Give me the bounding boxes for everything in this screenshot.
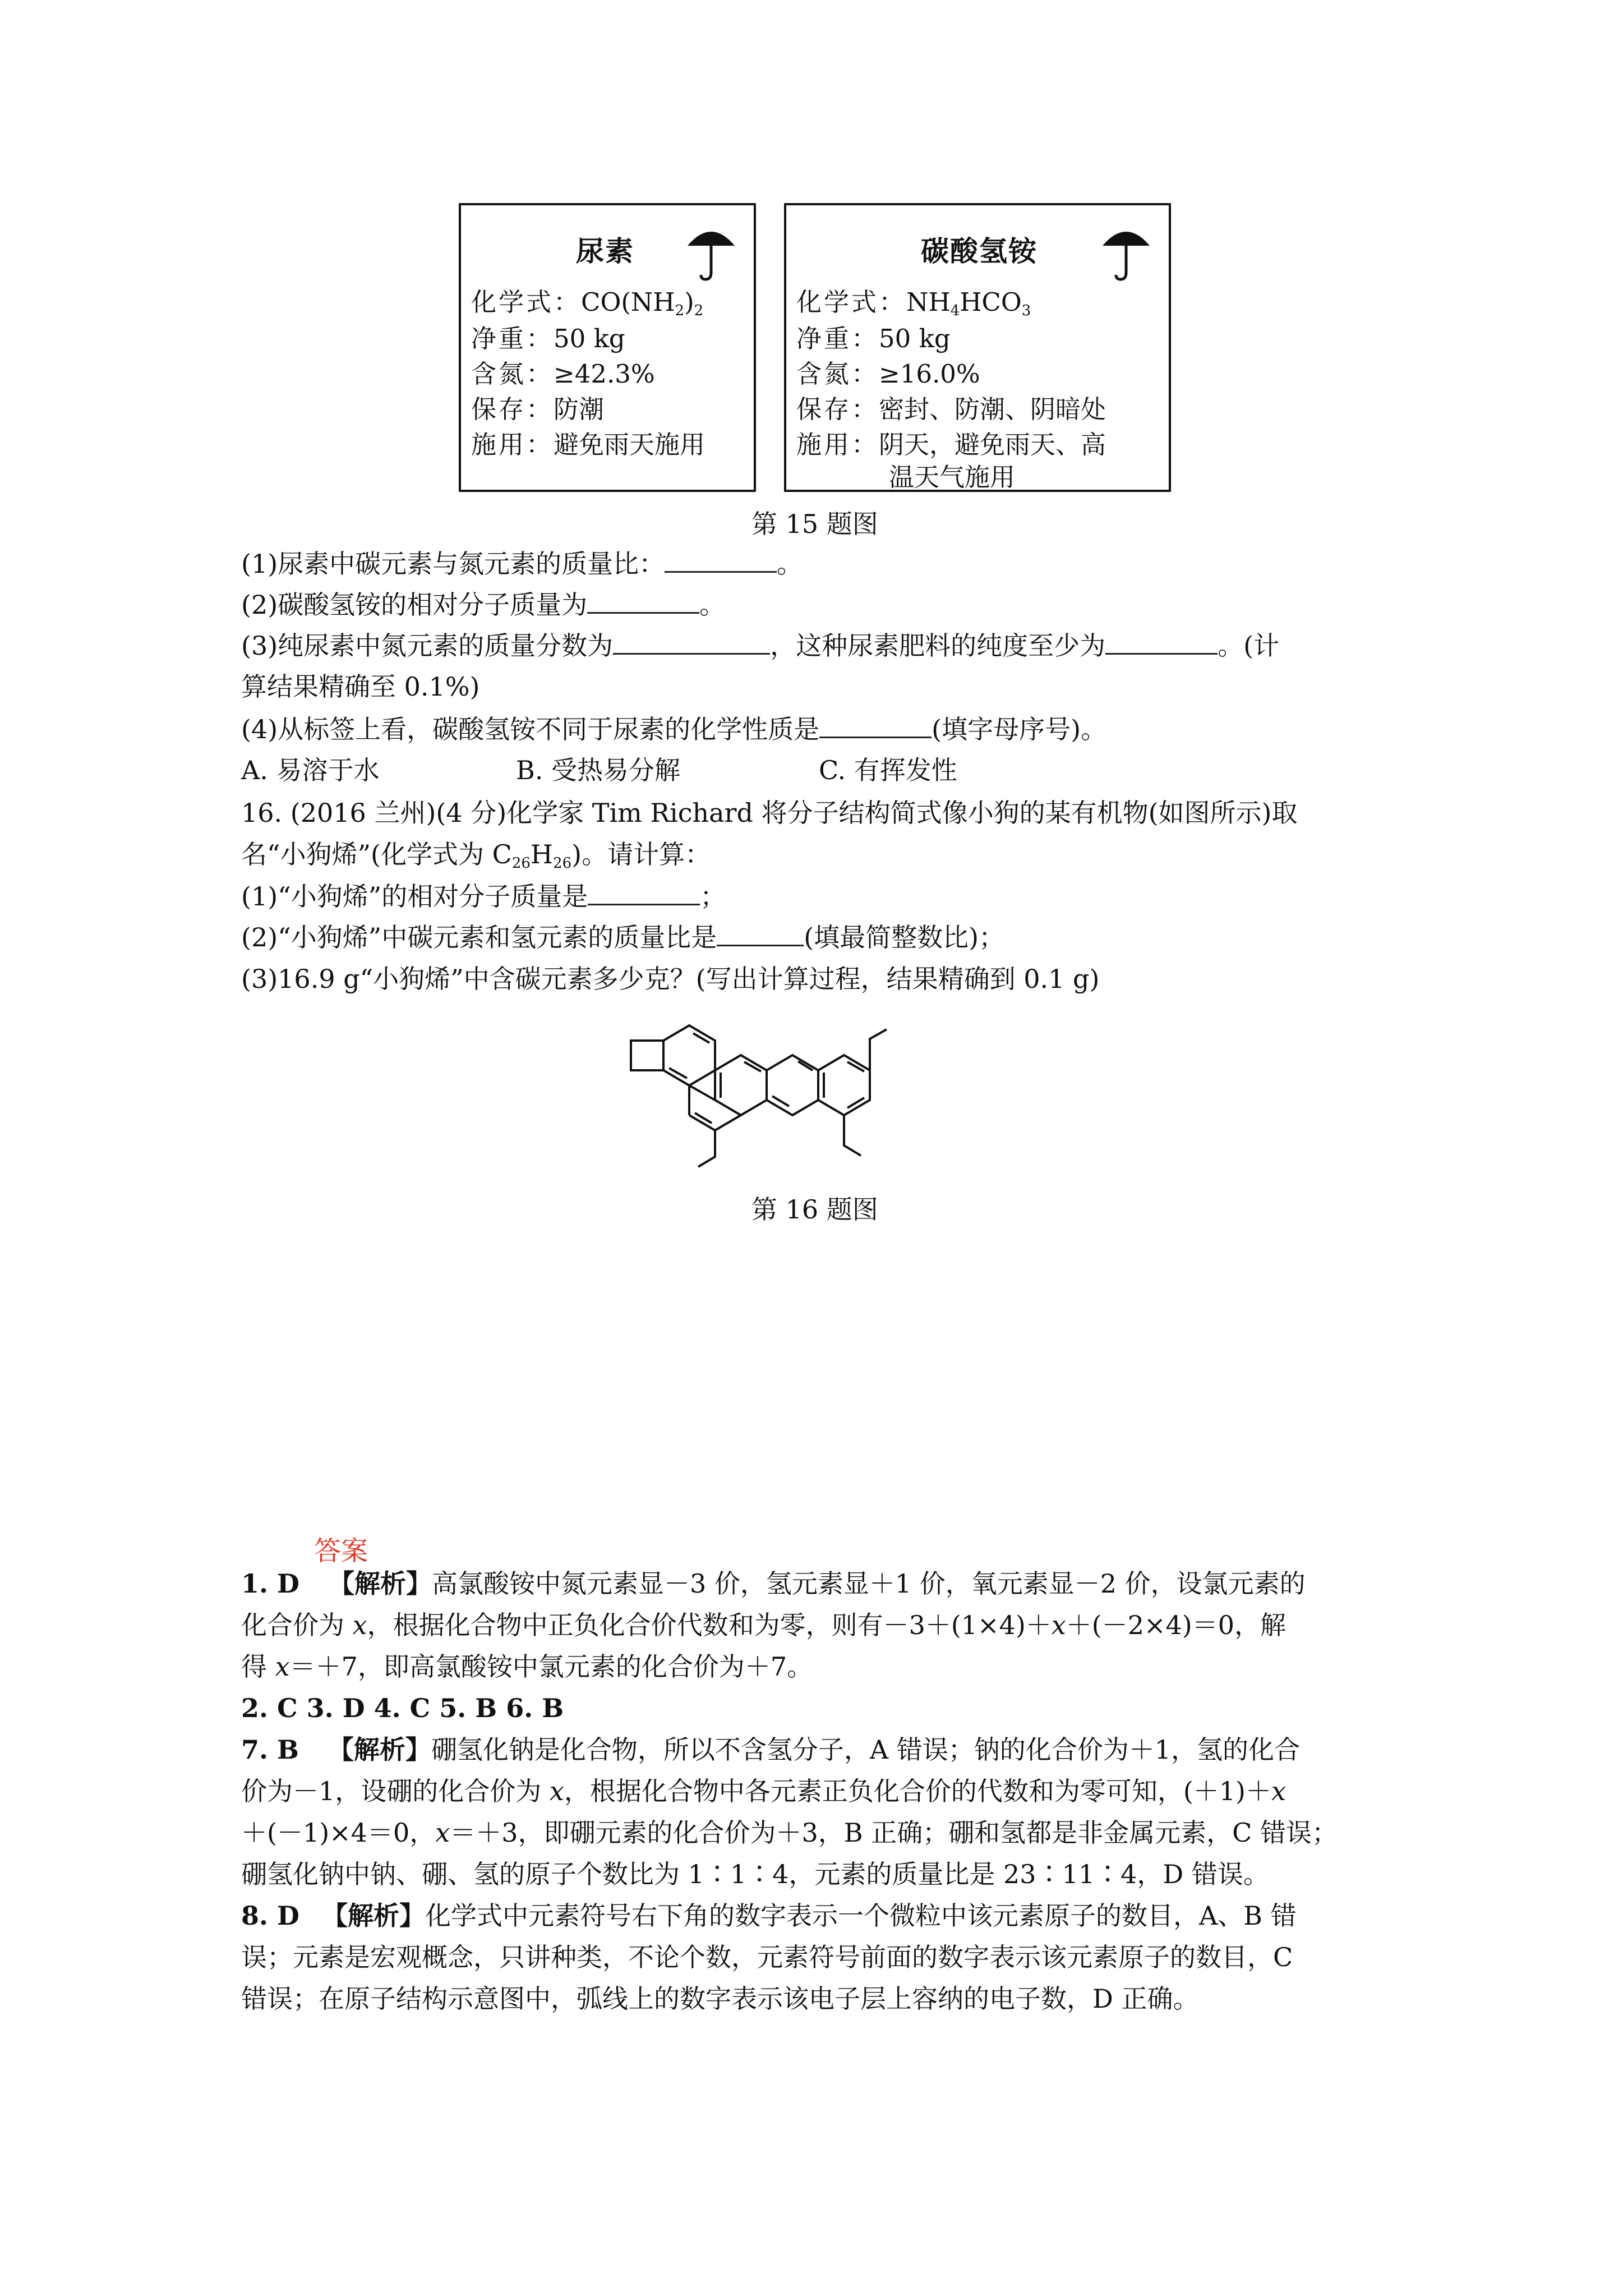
answer-8-line1: 8. D 【解析】化学式中元素符号右下角的数字表示一个微粒中该元素原子的数目，A、B 错: [241, 1901, 1297, 1931]
q15-part3-cont: 算结果精确至 0.1%): [241, 671, 480, 702]
answers-heading: 答案: [314, 1535, 368, 1567]
urea-label: [459, 203, 756, 492]
ammonium-bicarbonate-label: [784, 203, 1171, 492]
q15-part2: (2)碳酸氢铵的相对分子质量为 。: [241, 590, 726, 620]
answers-2-to-6: 2. C 3. D 4. C 5. B 6. B: [241, 1693, 564, 1723]
label-title: 碳酸氢铵: [921, 235, 1038, 268]
label-row-nitrogen: 含氮：≥42.3%: [471, 359, 655, 389]
q16-stem: 16. (2016 兰州)(4 分)化学家 Tim Richard 将分子结构简式像小狗的某有机物(如图所示)取: [241, 798, 1298, 828]
option-c: C. 有挥发性: [819, 755, 957, 785]
q16-part3: (3)16.9 g“小狗烯”中含碳元素多少克？(写出计算过程，结果精确到 0.1 g): [241, 964, 1100, 994]
label-row-formula: 化学式：$CO(NH_2)_2$: [471, 287, 704, 319]
label-row-storage: 保存：防潮: [471, 394, 605, 424]
label-title: 尿素: [576, 235, 634, 268]
answer-7-line4: 硼氢化钠中钠、硼、氢的原子个数比为 1∶1∶4，元素的质量比是 23∶11∶4，D 错误。: [241, 1859, 1269, 1889]
answer-1-line2: 化合价为 x，根据化合物中正负化合价代数和为零，则有－3＋(1×4)＋x＋(－2×4)＝0，解: [241, 1610, 1287, 1640]
figure-caption-16: 第 16 题图: [751, 1194, 878, 1225]
umbrella-icon: [1100, 221, 1152, 283]
q16-part1: (1)“小狗烯”的相对分子质量是 ；: [241, 881, 726, 912]
q16-part2: (2)“小狗烯”中碳元素和氢元素的质量比是 (填最简整数比)；: [241, 922, 1005, 953]
puppy-olefin-structure: [620, 1010, 984, 1178]
figure-caption-15: 第 15 题图: [751, 509, 878, 539]
label-row-usage-cont: 温天气施用: [889, 462, 1016, 492]
label-row-usage: 施用：避免雨天施用: [471, 430, 706, 459]
q15-options: [241, 755, 957, 785]
option-a: A. 易溶于水: [241, 755, 380, 785]
q15-part1: (1)尿素中碳元素与氮元素的质量比： 。: [241, 549, 803, 579]
option-b: B. 受热易分解: [516, 755, 681, 785]
q16-stem-cont: 名“小狗烯”(化学式为 $C_{26}H_{26}$)。请计算：: [241, 839, 711, 872]
label-row-storage: 保存：密封、防潮、阴暗处: [796, 394, 1106, 424]
q15-part4: (4)从标签上看，碳酸氢铵不同于尿素的化学性质是 (填字母序号)。: [241, 714, 1107, 744]
label-row-usage: 施用：阴天，避免雨天、高: [796, 430, 1106, 459]
answer-8-line3: 错误；在原子结构示意图中，弧线上的数字表示该电子层上容纳的电子数，D 正确。: [241, 1984, 1199, 2014]
answer-1-line1: 1. D 【解析】高氯酸铵中氮元素显－3 价，氢元素显＋1 价，氧元素显－2 价，设氯元素的: [241, 1568, 1306, 1599]
umbrella-icon: [685, 221, 737, 283]
label-row-weight: 净重：50 kg: [471, 324, 625, 353]
answer-1-line3: 得 x＝＋7，即高氯酸铵中氯元素的化合价为＋7。: [241, 1651, 813, 1682]
answer-7-line3: ＋(－1)×4＝0，x＝＋3，即硼元素的化合价为＋3，B 正确；硼和氢都是非金属元素，C 错误；: [241, 1818, 1338, 1848]
q15-part3: (3)纯尿素中氮元素的质量分数为 ，这种尿素肥料的纯度至少为 。(计: [241, 631, 1280, 661]
label-row-formula: 化学式：$NH_4HCO_3$: [796, 287, 1031, 319]
label-row-weight: 净重：50 kg: [796, 324, 951, 353]
answer-8-line2: 误；元素是宏观概念，只讲种类，不论个数，元素符号前面的数字表示该元素原子的数目，C: [241, 1942, 1293, 1972]
label-row-nitrogen: 含氮：≥16.0%: [796, 359, 980, 389]
answer-7-line1: 7. B 【解析】硼氢化钠是化合物，所以不含氢分子，A 错误；钠的化合价为＋1，氢的化合: [241, 1734, 1301, 1765]
answer-7-line2: 价为－1，设硼的化合价为 x，根据化合物中各元素正负化合价的代数和为零可知，(＋1)＋x: [241, 1776, 1286, 1806]
